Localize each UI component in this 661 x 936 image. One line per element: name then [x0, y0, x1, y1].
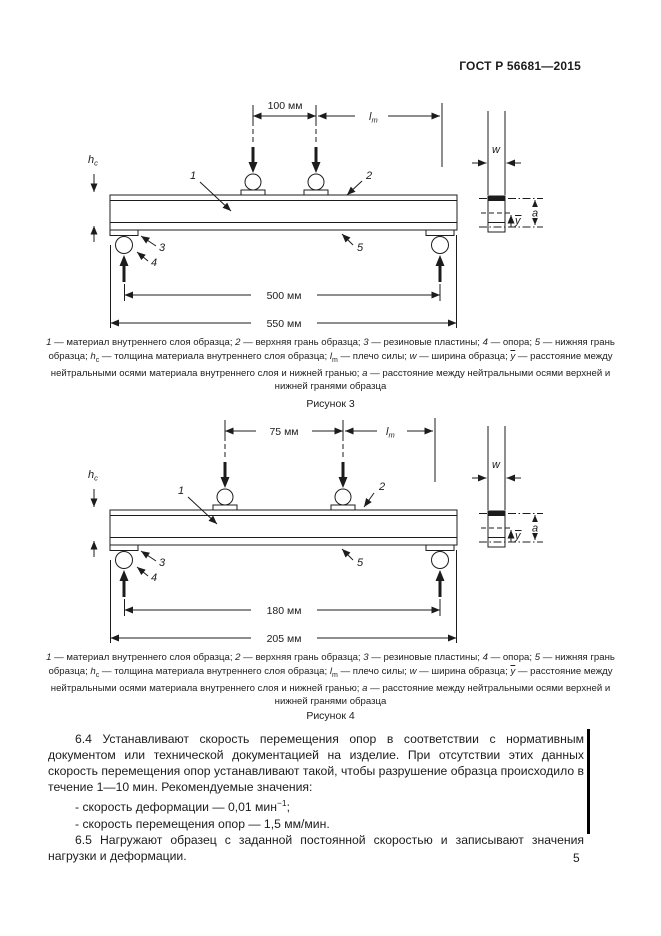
figure-4-diagram — [85, 410, 585, 650]
supports — [110, 545, 454, 597]
superscript-exponent: −1 — [276, 798, 287, 809]
callout-1: 1 — [177, 485, 185, 497]
legend-sym: l — [329, 665, 332, 677]
dim-label-load-spacing: 100 мм — [267, 100, 303, 112]
legend-sym: h — [90, 350, 96, 362]
cross-section — [472, 111, 543, 232]
hc-label: $h_c$ — [88, 154, 98, 168]
a-label: a — [531, 207, 539, 220]
legend-sym: 4 — [482, 652, 488, 663]
legend-sym: 5 — [534, 652, 541, 663]
lm-dimension — [345, 418, 435, 482]
body-text — [48, 731, 584, 864]
beam — [110, 510, 457, 545]
callout-5: 5 — [356, 557, 364, 569]
lm-label: $l_m$ — [386, 426, 395, 440]
figure-3-legend: 1 — материал внутреннего слоя образца; 2 — верхняя грань образца; 3 — резиновые пластины; 4 — опора; 5 — нижняя грань образца; $h_c$ — толщина материала внутреннего слоя образца; $l_m$ — плечо силы; w — ширина образца; $\overline{y}$ — расстояние между нейтральными осями материала внутреннего слоя и нижней гранью; a — расстояние между нейтральными осями верхней и нижней гранями образца — [46, 337, 615, 393]
callout-4: 4 — [150, 257, 158, 269]
clause-6-4: 6.4 Устанавливают скорость перемещения опор в соответствии с нормативным документом или технической документацией на изделие. При отсутствии этих данных скорость перемещения опор устанавливают такой, чтобы разрушение образца происходило в течение 1—10 мин. Рекомендуемые значения: — [48, 732, 584, 795]
figure-3-title: Рисунок 3 — [306, 398, 355, 410]
figure-4-title: Рисунок 4 — [306, 710, 355, 722]
legend-sym: $\overline{y}$ — [510, 350, 516, 362]
w-label: w — [492, 459, 500, 471]
top-dimension — [253, 100, 316, 145]
lm-dimension — [318, 103, 442, 167]
bullet-strain-rate: - скорость деформации — 0,01 мин$^{-1}$; — [75, 798, 291, 815]
legend-sym: 1 — [46, 652, 52, 663]
legend-sym: $\overline{y}$ — [510, 665, 516, 677]
cross-section — [472, 426, 543, 547]
legend-sym: 5 — [534, 337, 541, 348]
ybar-label: y — [515, 215, 521, 227]
dim-label-total: 205 мм — [266, 633, 302, 645]
a-label: a — [531, 522, 539, 535]
beam — [110, 195, 457, 230]
callout-5: 5 — [356, 242, 364, 254]
revision-change-bar — [587, 729, 590, 834]
dim-label-span: 180 мм — [266, 605, 302, 617]
figure-3-diagram — [85, 95, 585, 335]
page-header: ГОСТ Р 56681—2015 — [459, 59, 581, 73]
page-number: 5 — [573, 851, 580, 865]
callout-2: 2 — [378, 481, 386, 493]
legend-sym: h — [90, 665, 96, 677]
legend-sym: 1 — [46, 337, 52, 348]
legend-sym: a — [362, 367, 368, 379]
w-label: w — [492, 144, 500, 156]
dim-label-load-spacing: 75 мм — [269, 426, 299, 438]
dim-label-total: 550 мм — [266, 318, 302, 330]
legend-sym: w — [409, 350, 417, 362]
hc-label: $h_c$ — [88, 469, 98, 483]
legend-sym: l — [329, 350, 332, 362]
figure-4-legend: 1 — материал внутреннего слоя образца; 2 — верхняя грань образца; 3 — резиновые пластины; 4 — опора; 5 — нижняя грань образца; $h_c$ — толщина материала внутреннего слоя образца; $l_m$ — плечо силы; w — ширина образца; $\overline{y}$ — расстояние между нейтральными осями материала внутреннего слоя и нижней гранью; a — расстояние между нейтральными осями верхней и нижней гранями образца — [46, 652, 615, 708]
hc-dimension — [88, 469, 98, 557]
callout-1: 1 — [189, 170, 197, 182]
bullet-support-speed: - скорость перемещения опор — 1,5 мм/мин. — [75, 816, 330, 831]
legend-sym: 3 — [363, 337, 369, 348]
load-points — [241, 147, 328, 195]
legend-sym: 2 — [235, 652, 241, 663]
dim-label-span: 500 мм — [266, 290, 302, 302]
load-points — [213, 462, 355, 510]
clause-6-5: 6.5 Нагружают образец с заданной постоянной скоростью и записывают значения нагрузки и деформации. — [48, 832, 584, 863]
ybar-label: y — [515, 530, 521, 542]
callout-2: 2 — [365, 170, 373, 182]
top-dimension — [225, 420, 343, 460]
callout-4: 4 — [150, 572, 158, 584]
legend-sym: 3 — [363, 652, 369, 663]
hc-dimension — [88, 154, 98, 242]
lm-label: $l_m$ — [369, 111, 378, 125]
legend-sym: a — [362, 682, 368, 694]
legend-sym: 2 — [235, 337, 241, 348]
legend-sym: w — [409, 665, 417, 677]
supports — [110, 230, 454, 282]
callout-3: 3 — [158, 242, 166, 254]
legend-sym: 4 — [482, 337, 488, 348]
callout-3: 3 — [158, 557, 166, 569]
